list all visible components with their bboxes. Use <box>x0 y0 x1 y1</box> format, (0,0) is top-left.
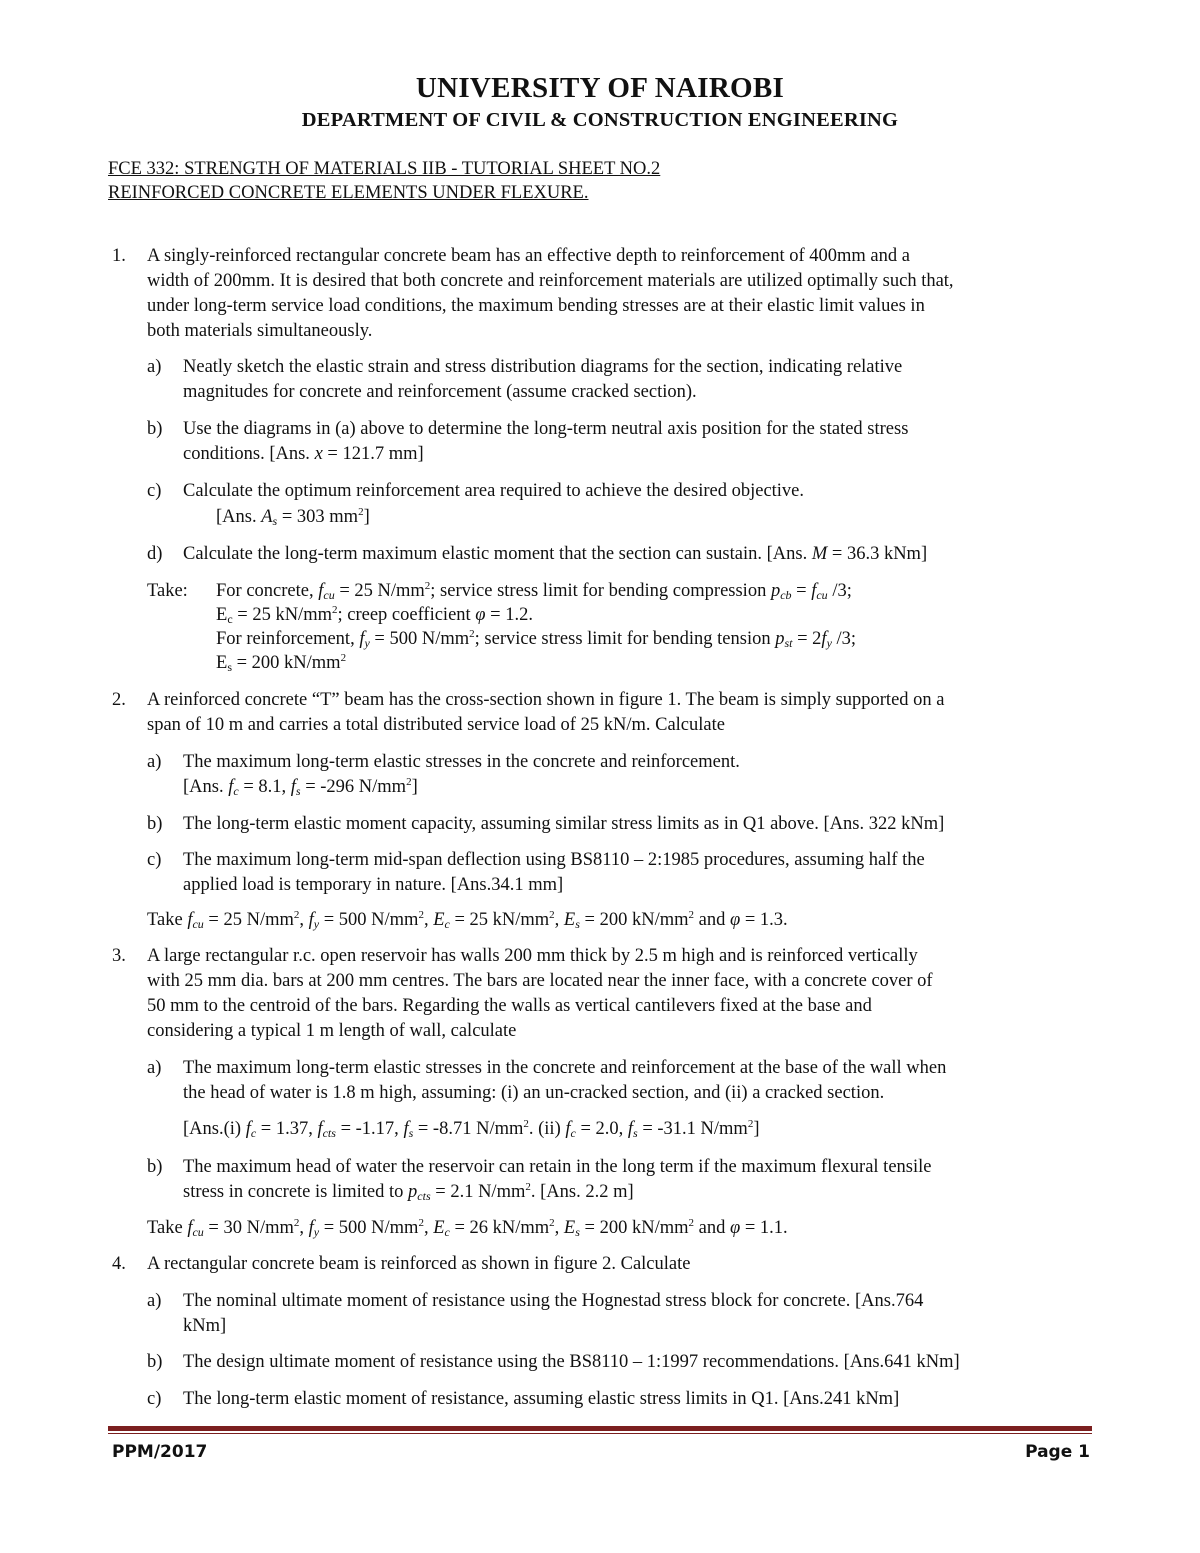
question-text-line: 50 mm to the centroid of the bars. Regarding the walls as vertical cantilevers fixed at the base and <box>147 996 872 1016</box>
part-label: a) <box>147 1058 162 1078</box>
part-text-line: Calculate the long-term maximum elastic moment that the section can sustain. [Ans. M = 36.3 kNm] <box>183 544 928 564</box>
question-text-line: A singly-reinforced rectangular concrete beam has an effective depth to reinforcement of 400mm and a <box>147 246 910 266</box>
part-label: b) <box>147 419 163 439</box>
part-label: a) <box>147 1291 162 1311</box>
question-number: 2. <box>112 690 126 710</box>
question-text-line: A reinforced concrete “T” beam has the cross-section shown in figure 1. The beam is simply supported on a <box>147 690 945 710</box>
part-text-line: Neatly sketch the elastic strain and stress distribution diagrams for the section, indicating relative <box>183 357 903 377</box>
given-data-line: Ec = 25 $kN/mm^2$; creep coefficient φ = 1.2. <box>216 604 533 626</box>
university-title: UNIVERSITY OF NAIROBI <box>415 72 785 104</box>
question-text-line: both materials simultaneously. <box>147 321 373 341</box>
part-label: b) <box>147 814 163 834</box>
part-label: c) <box>147 1389 162 1409</box>
part-text-line: The maximum long-term mid-span deflection using BS8110 – 2:1985 procedures, assuming half the <box>183 850 925 870</box>
question-text-line: under long-term service load conditions, the maximum bending stresses are at their elastic limit values in <box>147 296 925 316</box>
part-label: c) <box>147 481 162 501</box>
part-text-line: Calculate the optimum reinforcement area required to achieve the desired objective. <box>183 481 805 501</box>
footer-rule-thin <box>108 1433 1092 1434</box>
part-text-line: The design ultimate moment of resistance using the BS8110 – 1:1997 recommendations. [Ans.641 kNm] <box>183 1352 960 1372</box>
part-answer-line: [Ans.(i) fc = 1.37, fcts = -1.17, fs = -8.71 $N/mm^2$. (ii) fc = 2.0, fs = -31.1 $N/mm^2$] <box>183 1118 760 1140</box>
part-answer-line: [Ans. fc = 8.1, fs = -296 $N/mm^2$] <box>183 776 418 798</box>
question-number: 3. <box>112 946 126 966</box>
question-number: 1. <box>112 246 126 266</box>
given-data-line: For reinforcement, fy = 500 $N/mm^2$; service stress limit for bending tension pst = 2fy /3; <box>216 628 857 650</box>
part-text-line: magnitudes for concrete and reinforcement (assume cracked section). <box>183 382 697 402</box>
part-label: a) <box>147 357 162 377</box>
topic-title: REINFORCED CONCRETE ELEMENTS UNDER FLEXURE. <box>108 183 589 203</box>
question-text-line: A large rectangular r.c. open reservoir has walls 200 mm thick by 2.5 m high and is reinforced vertically <box>147 946 918 966</box>
given-data-line: Take fcu = 30 $N/mm^2$, fy = 500 $N/mm^2$, Ec = 26 $kN/mm^2$, Es = 200 $kN/mm^2$ and φ = 1.1. <box>147 1217 788 1239</box>
part-text-line: The long-term elastic moment of resistance, assuming elastic stress limits in Q1. [Ans.241 kNm] <box>183 1389 900 1409</box>
take-label: Take: <box>147 581 188 601</box>
given-data-line: Es = 200 $kN/mm^2$ <box>216 652 347 674</box>
part-label: d) <box>147 544 163 564</box>
part-text-line: The maximum head of water the reservoir can retain in the long term if the maximum flexural tensile <box>183 1157 932 1177</box>
part-text-line: the head of water is 1.8 m high, assuming: (i) an un-cracked section, and (ii) a cracked section. <box>183 1083 885 1103</box>
part-text-line: applied load is temporary in nature. [Ans.34.1 mm] <box>183 875 564 895</box>
given-data-line: For concrete, fcu = 25 $N/mm^2$; service stress limit for bending compression pcb = fcu /3; <box>216 580 852 602</box>
question-text-line: span of 10 m and carries a total distributed service load of 25 kN/m. Calculate <box>147 715 725 735</box>
question-text-line: with 25 mm dia. bars at 200 mm centres. The bars are located near the inner face, with a concrete cover of <box>147 971 933 991</box>
part-text-line: The nominal ultimate moment of resistance using the Hognestad stress block for concrete. [Ans.764 <box>183 1291 924 1311</box>
part-answer-line: [Ans. As = 303 $mm^2$] <box>216 506 370 528</box>
part-label: c) <box>147 850 162 870</box>
footer-author: PPM/2017 <box>112 1442 208 1462</box>
question-number: 4. <box>112 1254 126 1274</box>
course-title: FCE 332: STRENGTH OF MATERIALS IIB - TUTORIAL SHEET NO.2 <box>108 159 661 179</box>
part-text-line: The maximum long-term elastic stresses in the concrete and reinforcement. <box>183 752 740 772</box>
part-text-line: The long-term elastic moment capacity, assuming similar stress limits as in Q1 above. [Ans. 322 kNm] <box>183 814 945 834</box>
footer-rule <box>108 1426 1092 1431</box>
part-answer-line: conditions. [Ans. x = 121.7 mm] <box>183 444 424 464</box>
part-text-line: The maximum long-term elastic stresses in the concrete and reinforcement at the base of the wall when <box>183 1058 947 1078</box>
question-text-line: A rectangular concrete beam is reinforced as shown in figure 2. Calculate <box>147 1254 691 1274</box>
question-text-line: width of 200mm. It is desired that both concrete and reinforcement materials are utilized optimally such that, <box>147 271 954 291</box>
part-answer-line: stress in concrete is limited to pcts = 2.1 $N/mm^2$. [Ans. 2.2 m] <box>183 1181 634 1203</box>
part-label: a) <box>147 752 162 772</box>
page-number: Page 1 <box>1025 1442 1090 1462</box>
part-label: b) <box>147 1157 163 1177</box>
part-label: b) <box>147 1352 163 1372</box>
department-title: DEPARTMENT OF CIVIL & CONSTRUCTION ENGINEERING <box>301 109 899 131</box>
given-data-line: Take fcu = 25 $N/mm^2$, fy = 500 $N/mm^2$, Ec = 25 $kN/mm^2$, Es = 200 $kN/mm^2$ and φ = 1.3. <box>147 909 788 931</box>
part-text-line: Use the diagrams in (a) above to determine the long-term neutral axis position for the stated stress <box>183 419 909 439</box>
part-text-line: kNm] <box>183 1316 227 1336</box>
question-text-line: considering a typical 1 m length of wall, calculate <box>147 1021 517 1041</box>
